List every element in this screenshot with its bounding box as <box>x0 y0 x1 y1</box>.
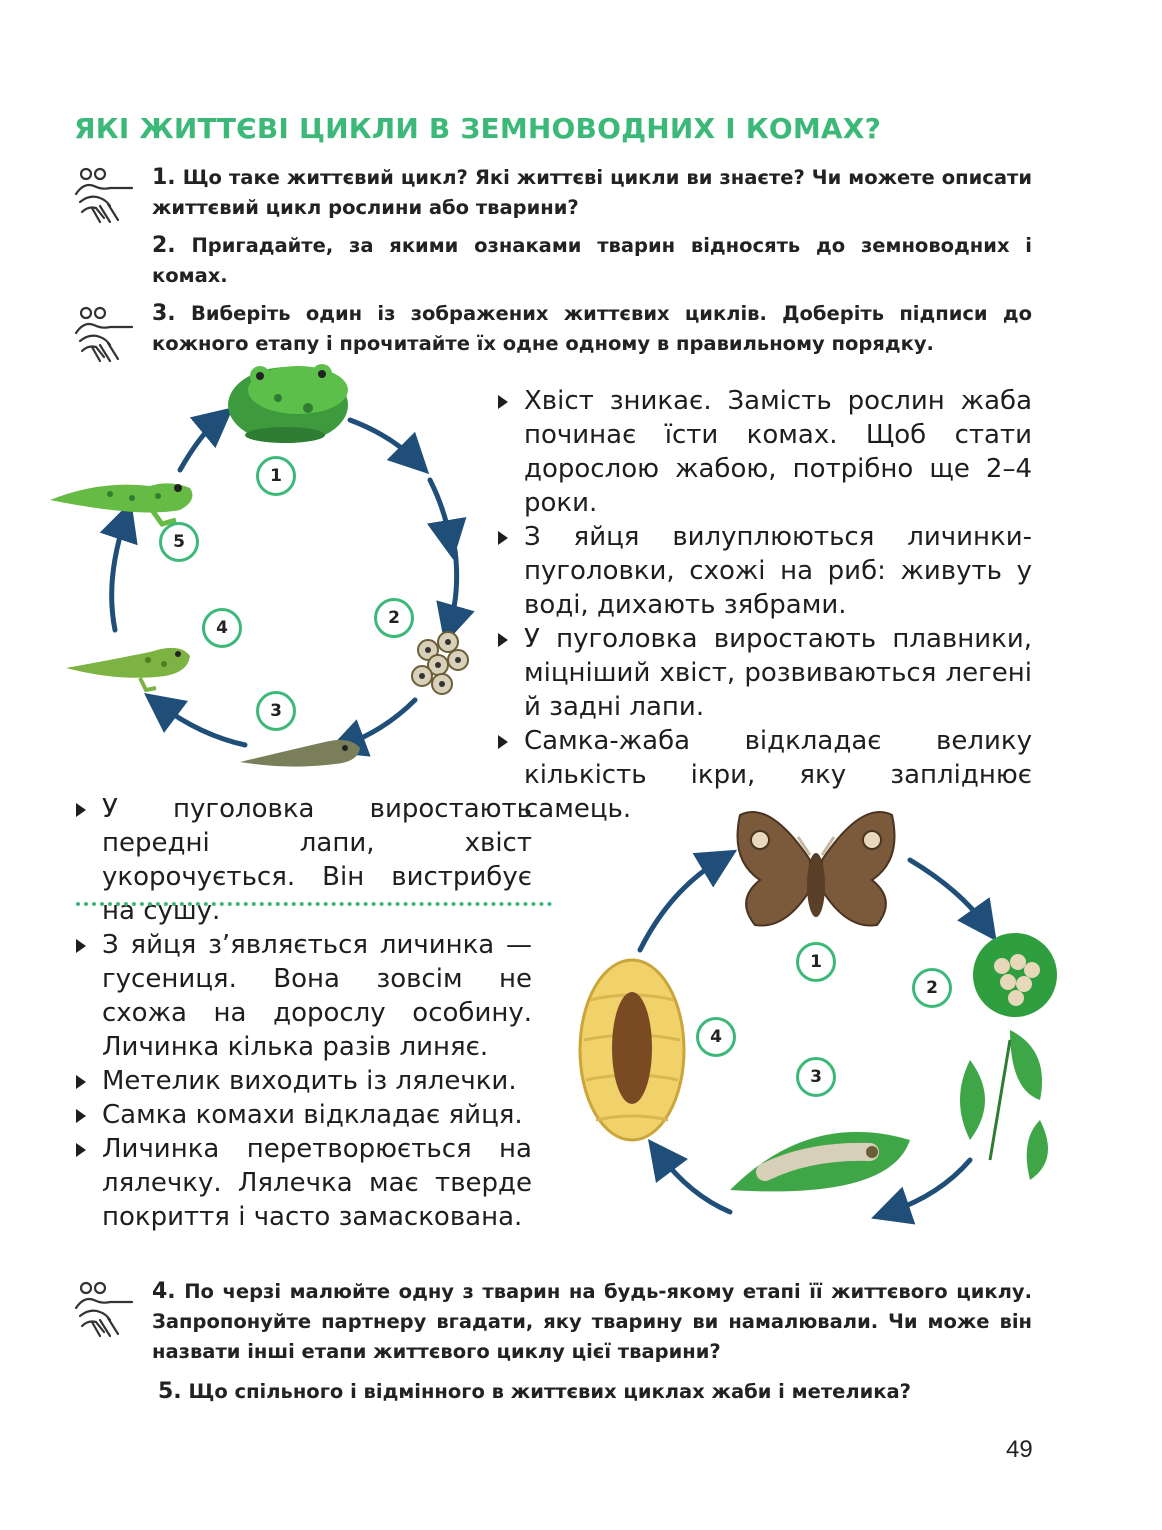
pair-work-icon <box>72 303 136 365</box>
butterfly-captions-list <box>74 928 532 1234</box>
butterfly-stage-number: 1 <box>796 942 836 982</box>
question-4: 4. По черзі малюйте одну з тварин на будь-якому етапі її життєвого циклу. Запропонуйте партнеру вгадати, яку тварину ви намалювали. Чи може він назвати інші етапи життєвого циклу цієї тварини? <box>152 1279 1032 1363</box>
page-number: 49 <box>1006 1436 1033 1463</box>
adult-frog-icon <box>228 364 348 443</box>
caterpillar-icon <box>730 1132 910 1192</box>
list-item: У пуголовка виростають передні лапи, хвіст укорочується. Він вистрибує на сушу. <box>74 792 532 928</box>
frog-captions-list-left <box>74 792 532 928</box>
cocoon-icon <box>580 960 684 1140</box>
moth-icon <box>738 812 895 926</box>
frog-eggs-icon <box>412 632 468 694</box>
list-item: Личинка перетворюється на лялечку. Лялечка має тверде покриття і часто замаскована. <box>74 1132 532 1234</box>
bullet-triangle-icon <box>76 803 86 817</box>
bullet-triangle-icon <box>76 939 86 953</box>
bullet-triangle-icon <box>498 531 508 545</box>
frog-stage-number: 4 <box>202 608 242 648</box>
frog-stage-number: 3 <box>256 691 296 731</box>
leaf-plant-icon <box>960 1030 1048 1180</box>
froglet-icon <box>50 483 192 524</box>
bullet-triangle-icon <box>498 633 508 647</box>
bullet-triangle-icon <box>76 1075 86 1089</box>
bullet-triangle-icon <box>76 1109 86 1123</box>
list-item: Самка комахи відкладає яйця. <box>74 1098 532 1132</box>
list-item: У пуголовка виростають плавники, міцніший хвіст, розвиваються легені й задні лапи. <box>496 622 1032 724</box>
butterfly-life-cycle-diagram <box>570 800 1070 1230</box>
bullet-triangle-icon <box>498 735 508 749</box>
frog-stage-number: 2 <box>374 598 414 638</box>
pair-work-icon <box>72 1278 136 1340</box>
tadpole-icon <box>240 740 360 767</box>
list-item: Самка-жаба відкладає велику кількість ікри, яку запліднює самець. <box>496 724 1032 826</box>
list-item: З яйця з’являється личинка — гусениця. Вона зовсім не схожа на дорослу особину. Личинка кілька разів линяє. <box>74 928 532 1064</box>
bullet-triangle-icon <box>498 395 508 409</box>
frog-captions-list <box>496 384 1032 826</box>
tadpole-with-legs-icon <box>66 648 190 690</box>
question-3: 3. Виберіть один із зображених життєвих циклів. Доберіть підписи до кожного етапу і прочитайте їх одне одному в правильному порядку. <box>152 301 1032 355</box>
question-5: 5. Що спільного і відмінного в життєвих циклах жаби і метелика? <box>158 1379 911 1404</box>
list-item: Метелик виходить із лялечки. <box>74 1064 532 1098</box>
frog-stage-number: 5 <box>159 522 199 562</box>
list-item: З яйця вилуплюються личинки-пуголовки, схожі на риб: живуть у воді, дихають зябрами. <box>496 520 1032 622</box>
butterfly-stage-number: 2 <box>912 968 952 1008</box>
frog-stage-number: 1 <box>256 456 296 496</box>
list-item: Хвіст зникає. Замість рослин жаба починає їсти комах. Щоб стати дорослою жабою, потрібно ще 2–4 роки. <box>496 384 1032 520</box>
pair-work-icon <box>72 164 136 226</box>
butterfly-eggs-icon <box>973 933 1057 1017</box>
page-title: ЯКІ ЖИТТЄВІ ЦИКЛИ В ЗЕМНОВОДНИХ І КОМАХ? <box>74 112 882 145</box>
question-1: 1. Що таке життєвий цикл? Які життєві цикли ви знаєте? Чи можете описати життєвий цикл рослини або тварини? <box>152 165 1032 219</box>
question-2: 2. Пригадайте, за якими ознаками тварин відносять до земноводних і комах. <box>152 233 1032 287</box>
section-divider <box>76 902 552 906</box>
butterfly-stage-number: 4 <box>696 1017 736 1057</box>
butterfly-stage-number: 3 <box>796 1057 836 1097</box>
bullet-triangle-icon <box>76 1143 86 1157</box>
